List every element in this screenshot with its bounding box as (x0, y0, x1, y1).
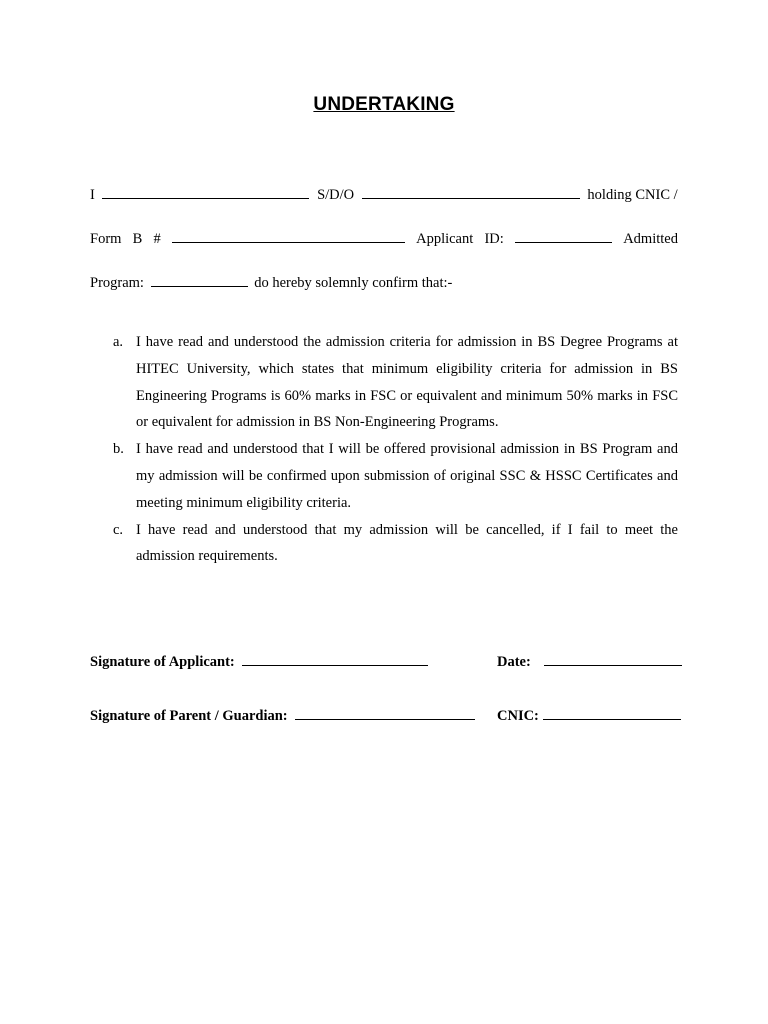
holding-cnic-text: holding CNIC / (587, 187, 678, 203)
signature-row-applicant (90, 650, 680, 670)
form-b-letter: B (132, 231, 143, 247)
form-hash-symbol: # (153, 231, 161, 247)
guardian-signature-label: Signature of Parent / Guardian: (90, 708, 288, 724)
date-label: Date: (497, 654, 531, 670)
list-marker: c. (113, 521, 124, 538)
applicant-signature-blank[interactable] (242, 650, 428, 666)
cnic-blank[interactable] (543, 704, 681, 720)
list-item-text: I have read and understood that I will be offered provisional admission in BS Program and my admission will be confirmed upon submission of original SSC & HSSC Certificates and meeting minimum eligibility criteria. (136, 441, 678, 511)
list-item-text: I have read and understood that my admission will be cancelled, if I fail to meet the admission requirements. (136, 521, 678, 565)
list-marker: a. (113, 334, 124, 350)
id-label: ID: (484, 231, 504, 247)
signature-row-guardian (90, 704, 680, 724)
intro-line-3 (90, 272, 678, 292)
program-blank[interactable] (151, 272, 248, 287)
applicant-signature-group (90, 650, 428, 672)
list-item (90, 436, 678, 516)
list-item-text: I have read and understood the admission criteria for admission in BS Degree Programs at HITEC University, which states that minimum eligibility criteria for admission in BS Engineering Programs is 60% marks in FSC or equivalent and minimum 50% marks in FSC or equivalent for admission in BS Non-Engineering Programs. (136, 334, 678, 431)
applicant-id-blank[interactable] (515, 228, 612, 243)
pronoun-text: I (90, 187, 95, 203)
applicant-signature-label: Signature of Applicant: (90, 654, 235, 670)
intro-line-1 (90, 184, 678, 204)
form-b-blank[interactable] (172, 228, 405, 243)
date-blank[interactable] (544, 650, 682, 666)
list-item (90, 517, 678, 571)
confirm-text: do hereby solemnly confirm that:- (254, 275, 453, 291)
admitted-word: Admitted (623, 231, 678, 247)
list-marker: b. (113, 441, 124, 458)
list-item (90, 329, 678, 436)
relation-text: S/D/O (317, 187, 355, 203)
program-label: Program: (90, 275, 144, 291)
cnic-label: CNIC: (497, 708, 539, 724)
intro-line-2 (90, 228, 678, 248)
cnic-group (497, 704, 681, 726)
guardian-signature-blank[interactable] (295, 704, 475, 720)
form-label-word: Form (90, 231, 122, 247)
guardian-signature-group (90, 704, 475, 726)
page-title: UNDERTAKING (313, 94, 455, 115)
declaration-list (90, 329, 678, 570)
date-group (497, 650, 682, 672)
parent-name-blank[interactable] (362, 184, 580, 199)
name-blank[interactable] (102, 184, 309, 199)
applicant-word: Applicant (416, 231, 474, 247)
